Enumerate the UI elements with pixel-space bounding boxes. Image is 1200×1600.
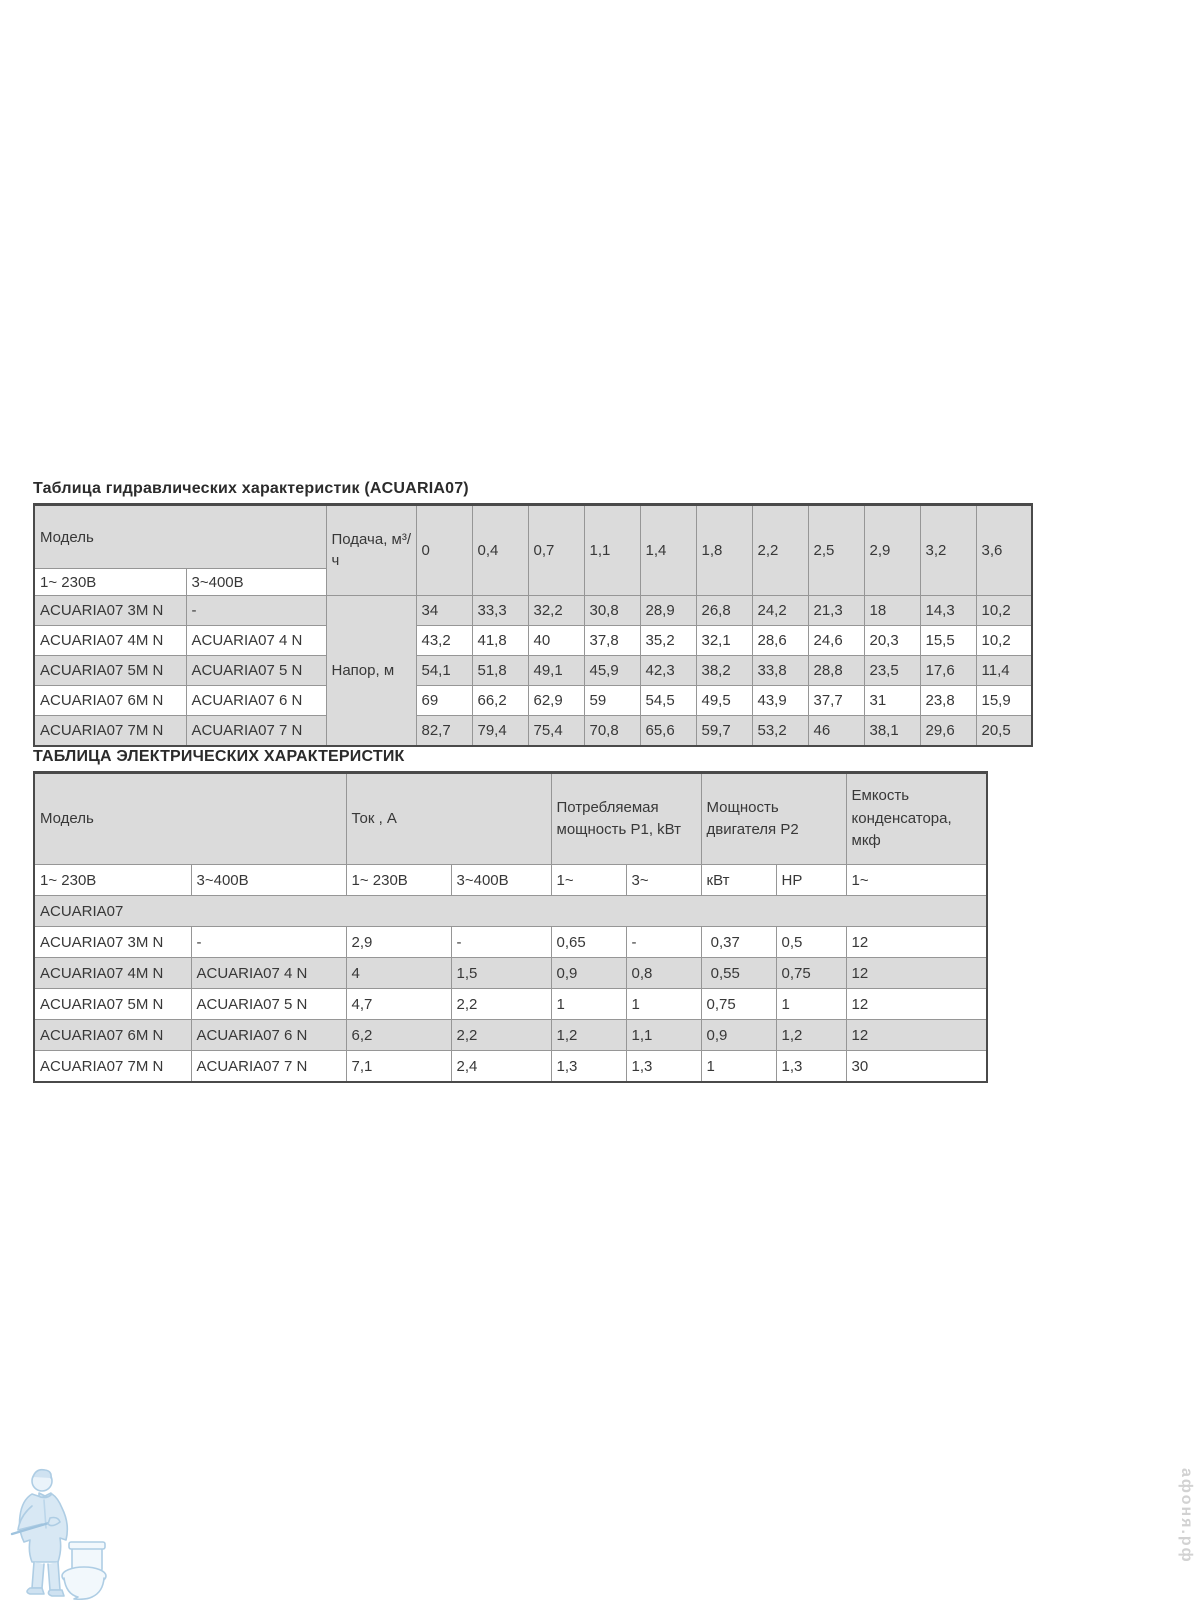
p2-cell: 0,55 — [701, 958, 776, 989]
head-value-cell: 28,6 — [752, 626, 808, 656]
current-cell: - — [451, 927, 551, 958]
head-value-cell: 43,2 — [416, 626, 472, 656]
model-cell: ACUARIA07 5M N — [34, 656, 186, 686]
model-cell: ACUARIA07 5 N — [186, 656, 326, 686]
head-value-cell: 31 — [864, 686, 920, 716]
head-value-cell: 43,9 — [752, 686, 808, 716]
site-watermark: афоня.рф — [1178, 1468, 1195, 1564]
head-value-cell: 20,5 — [976, 716, 1032, 747]
head-value-cell: 11,4 — [976, 656, 1032, 686]
capacitor-cell: 12 — [846, 958, 987, 989]
model-cell: ACUARIA07 3M N — [34, 596, 186, 626]
p2-cell: 1,3 — [776, 1051, 846, 1083]
head-value-cell: 66,2 — [472, 686, 528, 716]
model-cell: - — [186, 596, 326, 626]
head-value-cell: 26,8 — [696, 596, 752, 626]
model-cell: ACUARIA07 4M N — [34, 626, 186, 656]
p2-cell: 0,75 — [776, 958, 846, 989]
subheader-cell: 1~ — [551, 865, 626, 896]
p1-cell: 1,3 — [551, 1051, 626, 1083]
head-value-cell: 23,8 — [920, 686, 976, 716]
flow-value-header: 1,4 — [640, 505, 696, 596]
subheader-cell: 3~ — [626, 865, 701, 896]
head-value-cell: 69 — [416, 686, 472, 716]
subheader-cell: кВт — [701, 865, 776, 896]
model-cell: ACUARIA07 7 N — [186, 716, 326, 747]
hydraulic-table — [33, 503, 1033, 747]
head-value-cell: 24,2 — [752, 596, 808, 626]
model-cell: ACUARIA07 7 N — [191, 1051, 346, 1083]
p2-cell: 1 — [776, 989, 846, 1020]
head-label-cell: Напор, м — [326, 596, 416, 747]
head-value-cell: 10,2 — [976, 626, 1032, 656]
head-value-cell: 24,6 — [808, 626, 864, 656]
head-value-cell: 54,1 — [416, 656, 472, 686]
subheader-cell: 1~ 230В — [34, 865, 191, 896]
model-cell: ACUARIA07 4 N — [186, 626, 326, 656]
p1-cell: 0,9 — [551, 958, 626, 989]
p1-cell: 1,2 — [551, 1020, 626, 1051]
current-cell: 2,4 — [451, 1051, 551, 1083]
head-value-cell: 45,9 — [584, 656, 640, 686]
head-value-cell: 33,3 — [472, 596, 528, 626]
capacitor-cell: 12 — [846, 927, 987, 958]
head-value-cell: 10,2 — [976, 596, 1032, 626]
model-cell: ACUARIA07 6M N — [34, 1020, 191, 1051]
head-value-cell: 34 — [416, 596, 472, 626]
electrical-table — [33, 771, 988, 1083]
subheader-cell: 1~ 230В — [346, 865, 451, 896]
model-cell: ACUARIA07 6 N — [191, 1020, 346, 1051]
current-cell: 1,5 — [451, 958, 551, 989]
head-value-cell: 54,5 — [640, 686, 696, 716]
head-value-cell: 21,3 — [808, 596, 864, 626]
head-value-cell: 15,5 — [920, 626, 976, 656]
head-value-cell: 28,9 — [640, 596, 696, 626]
p1-cell: 1,1 — [626, 1020, 701, 1051]
current-cell: 4,7 — [346, 989, 451, 1020]
head-value-cell: 49,1 — [528, 656, 584, 686]
flow-header-cell: Подача, м³/ч — [326, 505, 416, 596]
head-value-cell: 53,2 — [752, 716, 808, 747]
p1-cell: 0,8 — [626, 958, 701, 989]
model-cell: ACUARIA07 5 N — [191, 989, 346, 1020]
head-value-cell: 30,8 — [584, 596, 640, 626]
model-cell: ACUARIA07 7M N — [34, 1051, 191, 1083]
flow-value-header: 0,7 — [528, 505, 584, 596]
model-cell: ACUARIA07 4M N — [34, 958, 191, 989]
subheader-cell: НР — [776, 865, 846, 896]
flow-value-header: 1,1 — [584, 505, 640, 596]
p1-cell: 1 — [626, 989, 701, 1020]
model-cell: ACUARIA07 6M N — [34, 686, 186, 716]
p2-cell: 0,5 — [776, 927, 846, 958]
model-cell: ACUARIA07 3M N — [34, 927, 191, 958]
p1-cell: 1 — [551, 989, 626, 1020]
head-value-cell: 29,6 — [920, 716, 976, 747]
p2-cell: 0,9 — [701, 1020, 776, 1051]
head-value-cell: 65,6 — [640, 716, 696, 747]
p2-header-cell: Мощность двигателя P2 — [701, 773, 846, 865]
head-value-cell: 14,3 — [920, 596, 976, 626]
head-value-cell: 70,8 — [584, 716, 640, 747]
flow-value-header: 3,2 — [920, 505, 976, 596]
p2-cell: 0,75 — [701, 989, 776, 1020]
head-value-cell: 40 — [528, 626, 584, 656]
head-value-cell: 38,2 — [696, 656, 752, 686]
series-group-cell: ACUARIA07 — [34, 896, 987, 927]
current-cell: 2,2 — [451, 989, 551, 1020]
model-header-cell: Модель — [34, 773, 346, 865]
flow-value-header: 0 — [416, 505, 472, 596]
flow-value-header: 2,2 — [752, 505, 808, 596]
p1-cell: 1,3 — [626, 1051, 701, 1083]
p2-cell: 1,2 — [776, 1020, 846, 1051]
p2-cell: 1 — [701, 1051, 776, 1083]
head-value-cell: 35,2 — [640, 626, 696, 656]
head-value-cell: 32,2 — [528, 596, 584, 626]
head-value-cell: 41,8 — [472, 626, 528, 656]
flow-value-header: 0,4 — [472, 505, 528, 596]
head-value-cell: 28,8 — [808, 656, 864, 686]
subheader-cell: 3~400В — [451, 865, 551, 896]
hydraulic-table-title: Таблица гидравлических характеристик (ACUARIA07) — [33, 480, 469, 497]
flow-value-header: 1,8 — [696, 505, 752, 596]
head-value-cell: 18 — [864, 596, 920, 626]
head-value-cell: 46 — [808, 716, 864, 747]
voltage-header-1ph: 1~ 230В — [34, 569, 186, 596]
p1-cell: 0,65 — [551, 927, 626, 958]
model-cell: ACUARIA07 4 N — [191, 958, 346, 989]
p1-header-cell: Потребляемая мощность P1, kВт — [551, 773, 701, 865]
head-value-cell: 15,9 — [976, 686, 1032, 716]
current-cell: 7,1 — [346, 1051, 451, 1083]
capacitor-cell: 30 — [846, 1051, 987, 1083]
subheader-cell: 3~400В — [191, 865, 346, 896]
flow-value-header: 3,6 — [976, 505, 1032, 596]
p2-cell: 0,37 — [701, 927, 776, 958]
head-value-cell: 79,4 — [472, 716, 528, 747]
head-value-cell: 32,1 — [696, 626, 752, 656]
flow-value-header: 2,5 — [808, 505, 864, 596]
model-cell: ACUARIA07 6 N — [186, 686, 326, 716]
capacitor-header-cell: Емкость конденсатора, мкф — [846, 773, 987, 865]
current-cell: 6,2 — [346, 1020, 451, 1051]
model-cell: ACUARIA07 7M N — [34, 716, 186, 747]
voltage-header-3ph: 3~400В — [186, 569, 326, 596]
model-cell: ACUARIA07 5M N — [34, 989, 191, 1020]
head-value-cell: 59 — [584, 686, 640, 716]
current-header-cell: Ток , А — [346, 773, 551, 865]
flow-value-header: 2,9 — [864, 505, 920, 596]
subheader-cell: 1~ — [846, 865, 987, 896]
electrical-table-title: ТАБЛИЦА ЭЛЕКТРИЧЕСКИХ ХАРАКТЕРИСТИК — [33, 748, 405, 765]
current-cell: 2,9 — [346, 927, 451, 958]
model-cell: - — [191, 927, 346, 958]
head-value-cell: 20,3 — [864, 626, 920, 656]
model-header-cell: Модель — [34, 505, 326, 569]
head-value-cell: 51,8 — [472, 656, 528, 686]
head-value-cell: 17,6 — [920, 656, 976, 686]
head-value-cell: 59,7 — [696, 716, 752, 747]
head-value-cell: 33,8 — [752, 656, 808, 686]
head-value-cell: 62,9 — [528, 686, 584, 716]
head-value-cell: 37,8 — [584, 626, 640, 656]
head-value-cell: 42,3 — [640, 656, 696, 686]
head-value-cell: 75,4 — [528, 716, 584, 747]
head-value-cell: 49,5 — [696, 686, 752, 716]
head-value-cell: 38,1 — [864, 716, 920, 747]
head-value-cell: 82,7 — [416, 716, 472, 747]
head-value-cell: 37,7 — [808, 686, 864, 716]
capacitor-cell: 12 — [846, 1020, 987, 1051]
head-value-cell: 23,5 — [864, 656, 920, 686]
capacitor-cell: 12 — [846, 989, 987, 1020]
p1-cell: - — [626, 927, 701, 958]
plumber-mascot-watermark — [8, 1458, 128, 1600]
current-cell: 4 — [346, 958, 451, 989]
current-cell: 2,2 — [451, 1020, 551, 1051]
